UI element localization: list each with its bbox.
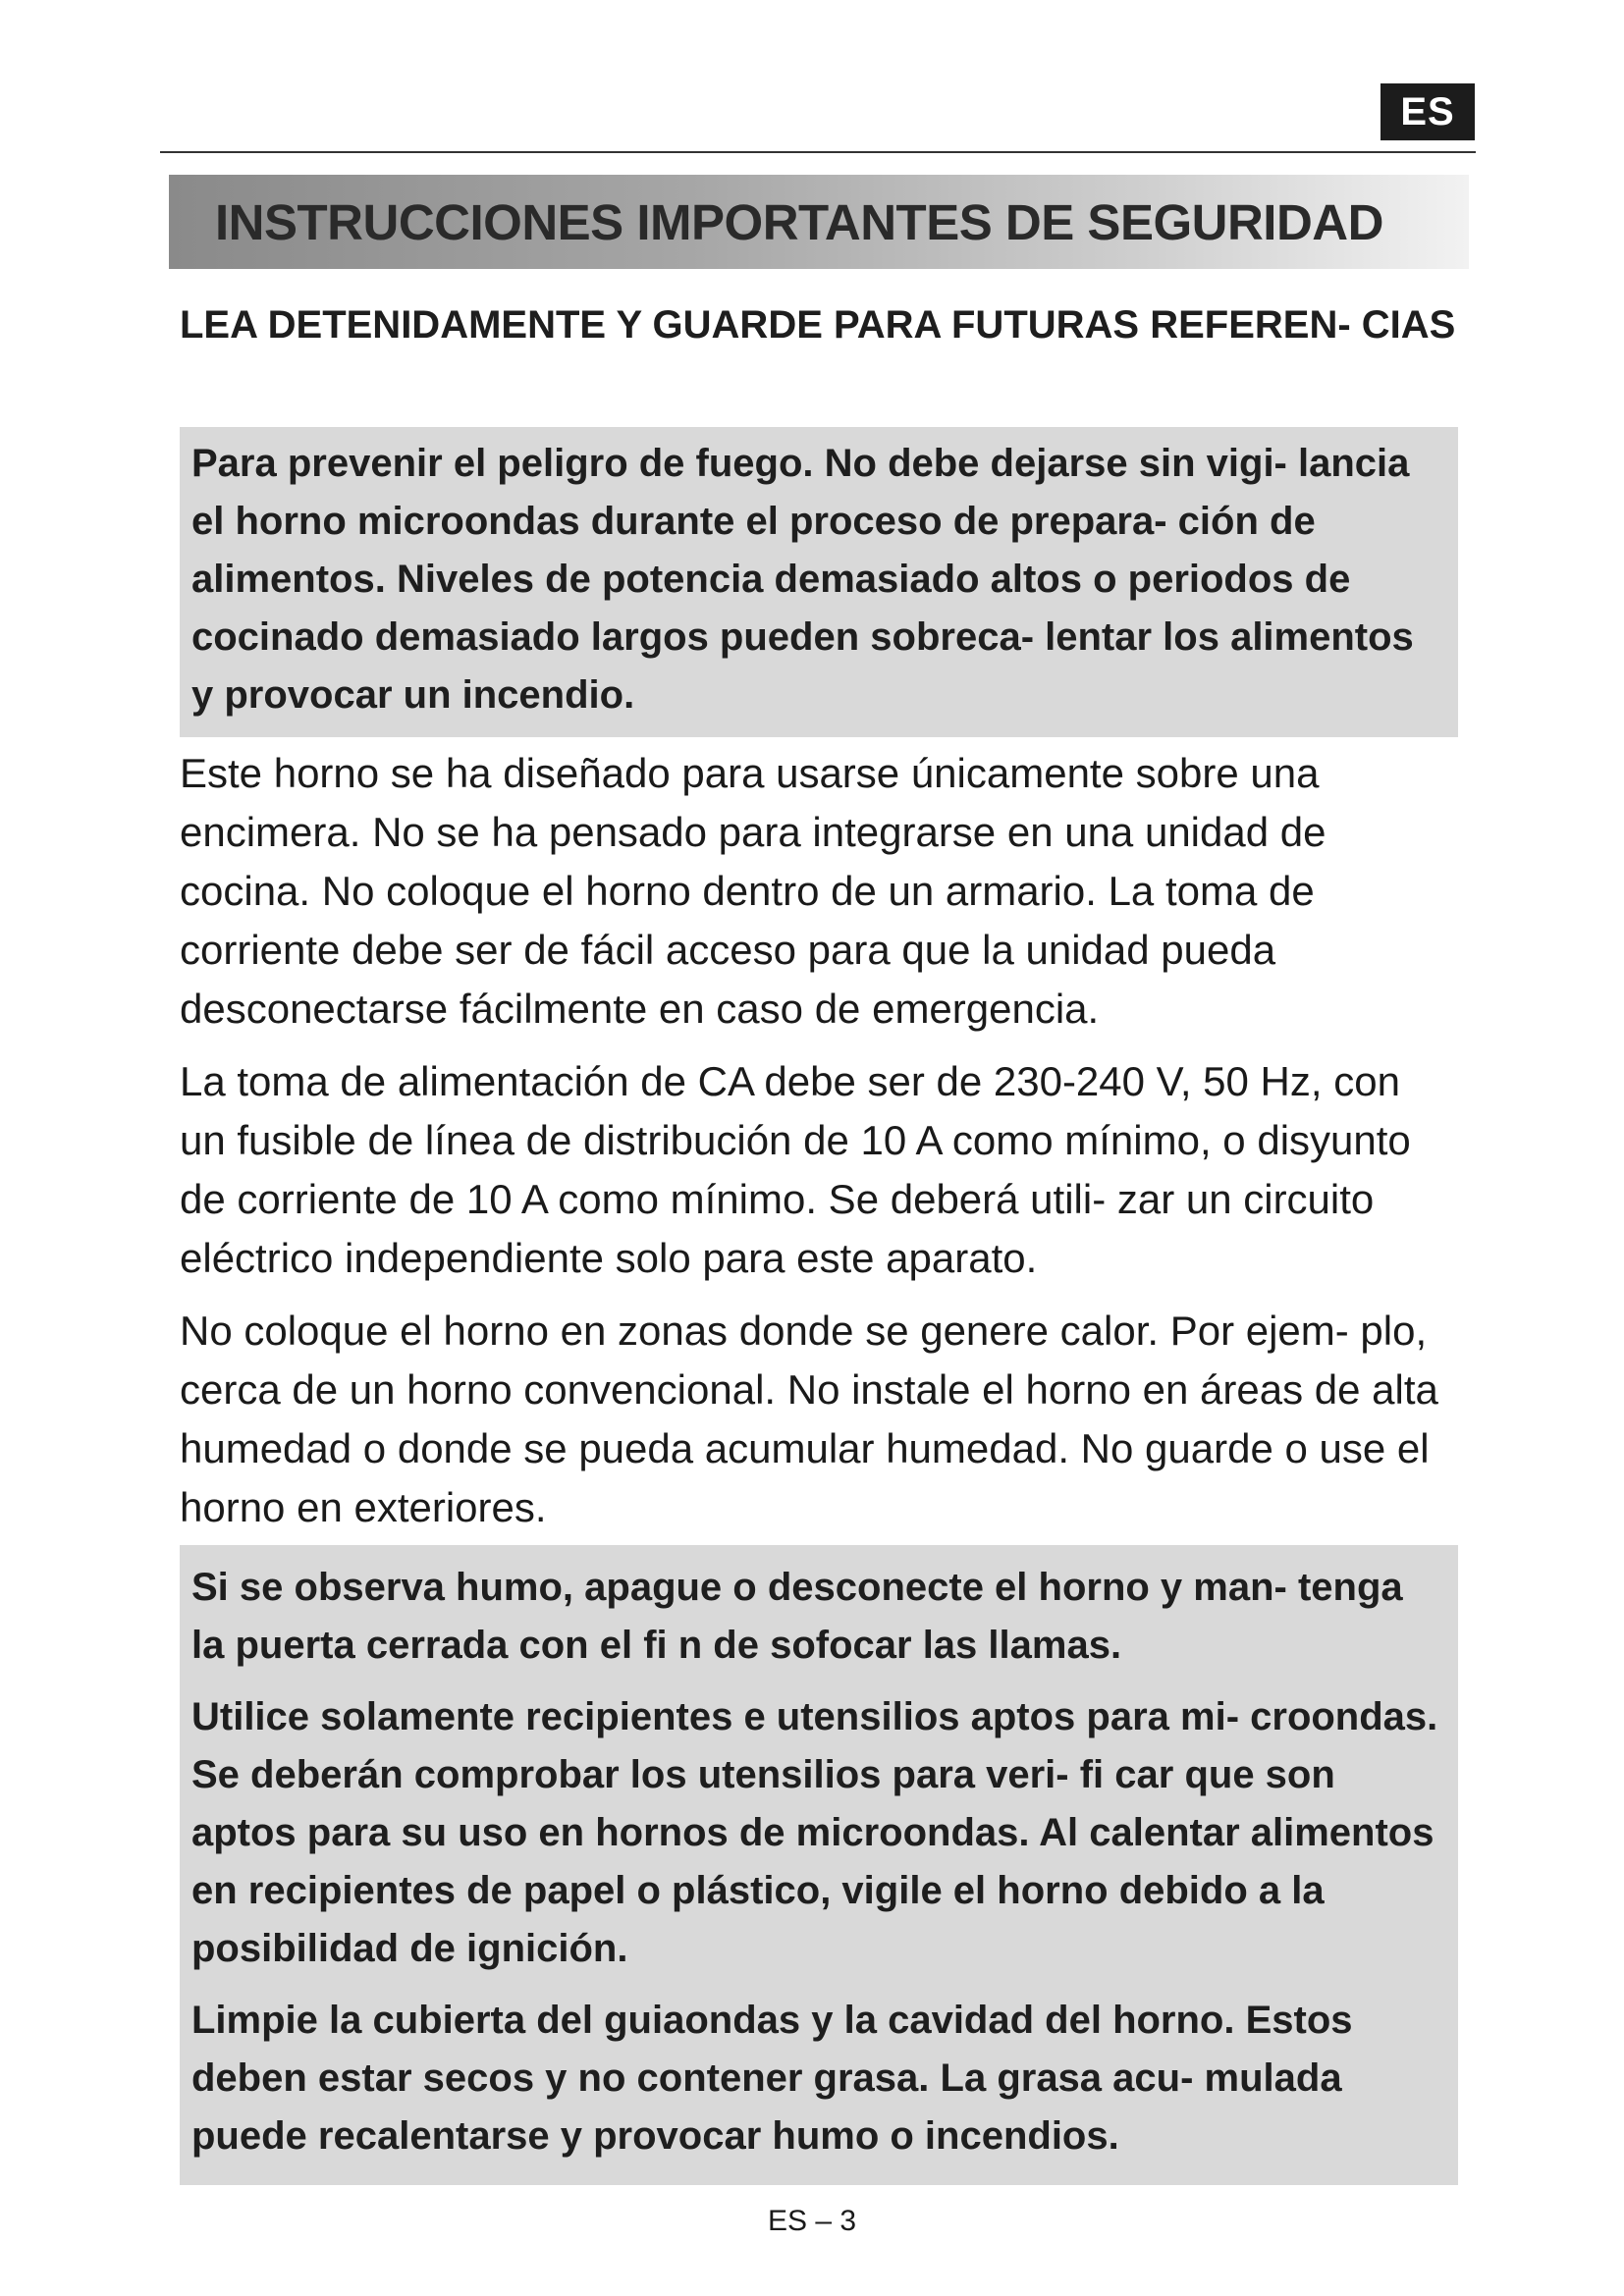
page-number: ES – 3 <box>767 2205 857 2237</box>
paragraph-location: No coloque el horno en zonas donde se genere calor. Por ejem- plo, cerca de un horno convencional. No instale el horno en áreas de alta humedad o donde se pueda acumular humedad. No guarde o use el horno en exteriores. <box>180 1308 1438 1530</box>
smoke-warning-text: Si se observa humo, apague o desconecte el horno y man- tenga la puerta cerrada con el fi n de sofocar las llamas. <box>191 1566 1403 1667</box>
language-badge: ES <box>1380 83 1475 140</box>
utensils-warning-text: Utilice solamente recipientes e utensilios aptos para mi- croondas. Se deberán comprobar los utensilios para veri- fi car que son aptos para su uso en hornos de microondas. Al calentar alimentos en recipientes de papel o plástico, vigile el horno debido a la posibilidad de ignición. <box>191 1695 1438 1970</box>
body-section <box>180 744 1456 1551</box>
paragraph-power-supply: La toma de alimentación de CA debe ser de 230-240 V, 50 Hz, con un fusible de línea de distribución de 10 A como mínimo, o disyunto de corriente de 10 A como mínimo. Se deberá utili- zar un circuito eléctrico independiente solo para este aparato. <box>180 1058 1411 1281</box>
title-banner <box>169 175 1469 269</box>
paragraph-installation: Este horno se ha diseñado para usarse únicamente sobre una encimera. No se ha pensado para integrarse en una unidad de cocina. No coloque el horno dentro de un armario. La toma de corriente debe ser de fácil acceso para que la unidad pueda desconectarse fácilmente en caso de emergencia. <box>180 750 1326 1032</box>
safety-warning-box <box>180 1545 1458 2185</box>
fire-warning-text: Para prevenir el peligro de fuego. No debe dejarse sin vigi- lancia el horno microondas durante el proceso de prepara- ción de alimentos. Niveles de potencia demasiado altos o periodos de cocinado demasiado largos pueden sobreca- lentar los alimentos y provocar un incendio. <box>191 442 1414 717</box>
fire-warning-box <box>180 427 1458 737</box>
page-title: INSTRUCCIONES IMPORTANTES DE SEGURIDAD <box>215 193 1383 250</box>
subheading: LEA DETENIDAMENTE Y GUARDE PARA FUTURAS REFEREN- CIAS <box>180 303 1456 347</box>
header-divider <box>160 151 1476 153</box>
cleaning-warning-text: Limpie la cubierta del guiaondas y la cavidad del horno. Estos deben estar secos y no contener grasa. La grasa acu- mulada puede recalentarse y provocar humo o incendios. <box>191 1999 1353 2158</box>
